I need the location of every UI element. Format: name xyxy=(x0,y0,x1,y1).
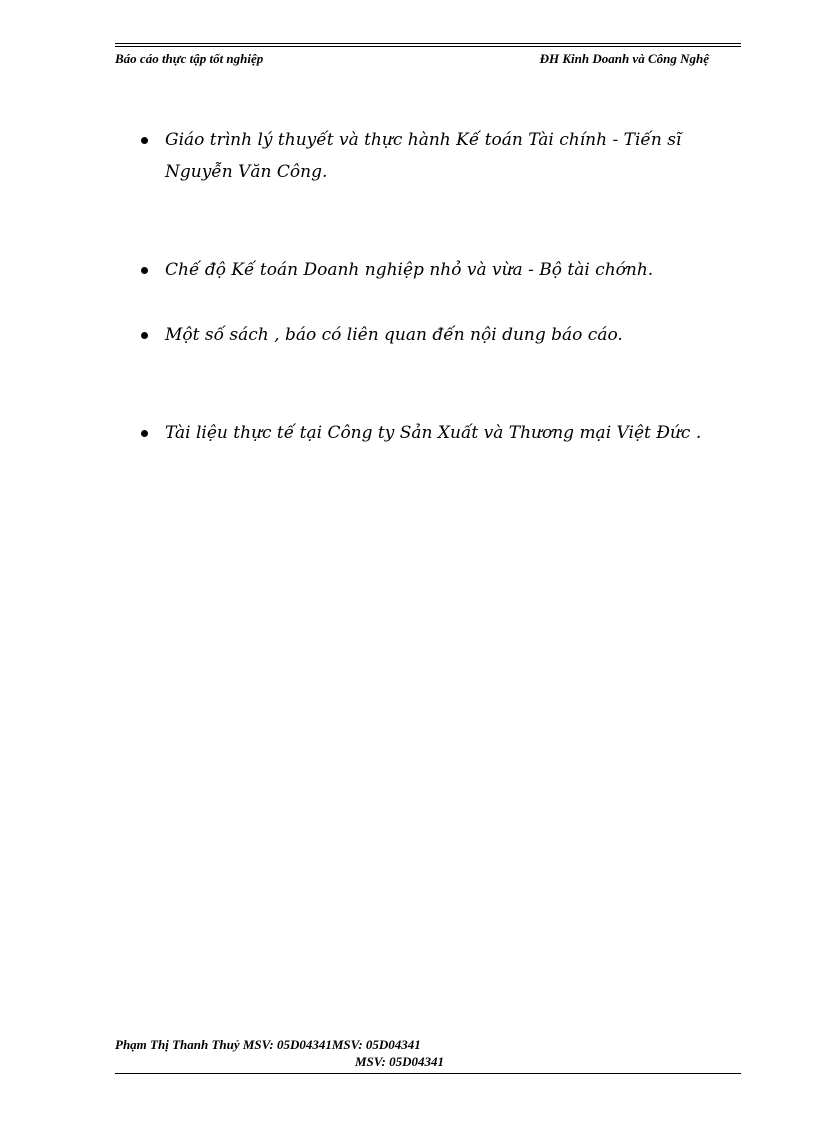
list-item xyxy=(140,124,740,188)
header-rule xyxy=(115,43,741,47)
bullet-icon xyxy=(141,137,148,144)
footer-rule xyxy=(115,1073,741,1074)
reference-list xyxy=(140,124,740,449)
list-item xyxy=(140,254,740,286)
page-header xyxy=(115,43,741,67)
header-row xyxy=(115,51,741,67)
header-university: ĐH Kinh Doanh và Công Nghệ xyxy=(539,51,709,66)
bullet-icon xyxy=(141,267,148,274)
page-footer xyxy=(115,1036,741,1074)
reference-text: Một số sách , báo có liên quan đến nội dung báo cáo. xyxy=(165,325,623,345)
reference-text: Tài liệu thực tế tại Công ty Sản Xuất và Thương mại Việt Đức . xyxy=(165,423,702,443)
footer-student-id: MSV: 05D04341 xyxy=(355,1054,444,1069)
footer-author-line: Phạm Thị Thanh Thuỷ MSV: 05D04341MSV: 05D04341 xyxy=(115,1037,421,1052)
bullet-icon xyxy=(141,332,148,339)
bullet-icon xyxy=(141,430,148,437)
list-item xyxy=(140,417,740,449)
header-report-title: Báo cáo thực tập tốt nghiệp xyxy=(115,51,264,66)
list-item xyxy=(140,319,740,351)
reference-text: Chế độ Kế toán Doanh nghiệp nhỏ và vừa - Bộ tài chớnh. xyxy=(165,260,654,280)
reference-text: Giáo trình lý thuyết và thực hành Kế toán Tài chính - Tiến sĩ Nguyễn Văn Công. xyxy=(165,130,682,182)
